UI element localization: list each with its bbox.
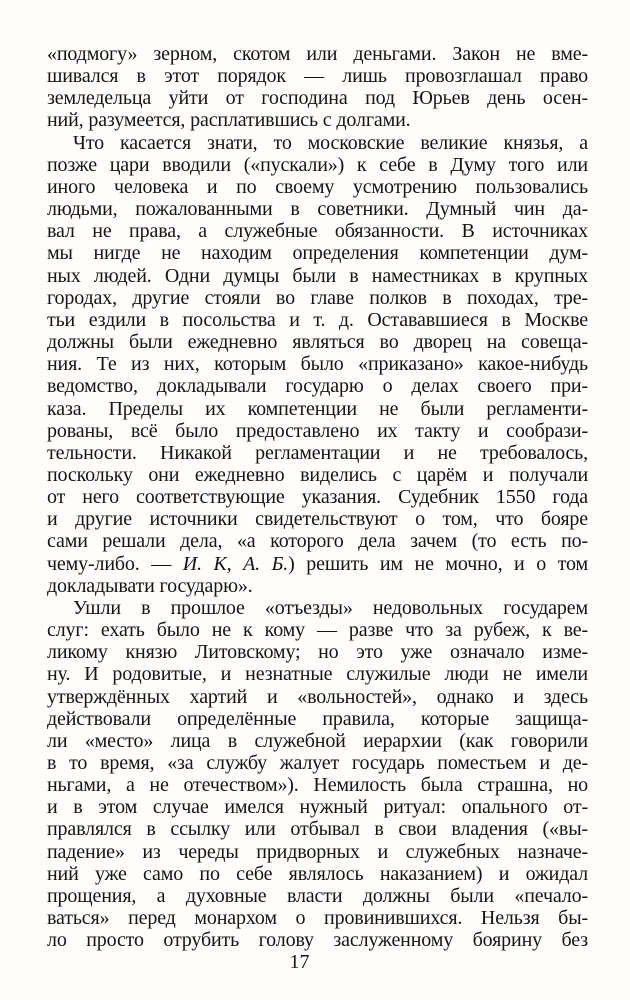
text-line: ло просто отрубить голову заслуженному боярину без xyxy=(47,929,588,952)
text-line: ну. И родовитые, и незнатные служилые люди не имели xyxy=(47,663,588,686)
text-line: мы нигде не находим определения компетенции дум- xyxy=(47,242,588,265)
text-line: ний уже само по себе являлось наказанием) и ожидал xyxy=(47,862,588,885)
text-line: шивался в этот порядок — лишь провозглашал право xyxy=(47,65,588,88)
page-number: 17 xyxy=(289,951,310,973)
text-line: сами решали дела, «а которого дела зачем (то есть по- xyxy=(47,530,588,553)
text-line: падение» из череды придворных и служебных назначе- xyxy=(47,840,588,863)
text-line: вал не права, а служебные обязанности. В источниках xyxy=(47,220,588,243)
text-line: позже цари вводили («пускали») к себе в Думу того или xyxy=(47,153,588,176)
text-line: рованы, всё было предоставлено их такту и сообрази- xyxy=(47,419,588,442)
text-line: каза. Пределы их компетенции не были регламенти- xyxy=(47,397,588,420)
text-line: от него соответствующие указания. Судебник 1550 года xyxy=(47,486,588,509)
text-line: «подмогу» зерном, скотом или деньгами. Закон не вме- xyxy=(47,43,588,65)
text-line: чему-либо. — И. К, А. Б.) решить им не мочно, и о том xyxy=(47,552,589,575)
text-line: земледельца уйти от господина под Юрьев день осен- xyxy=(47,87,588,110)
text-line: прощения, а духовные власти должны были «печало- xyxy=(47,884,588,907)
text-block xyxy=(47,43,588,951)
text-line: Что касается знати, то московские великие князья, а xyxy=(73,131,588,154)
paragraph xyxy=(47,43,588,132)
text-line: должны были ежедневно являться во дворец на совеща- xyxy=(47,331,588,354)
text-line: иного человека и по своему усмотрению пользовались xyxy=(47,175,588,198)
text-line: утверждённых хартий и «вольностей», однако и здесь xyxy=(47,685,588,708)
text-line: тьи ездили в посольства и т. д. Остававшиеся в Москве xyxy=(47,308,588,331)
text-line: правлялся в ссылку или отбывал в свои владения («вы- xyxy=(47,818,588,841)
text-line: поскольку они ежедневно виделись с царём и получали xyxy=(47,463,588,486)
text-line: ваться» перед монархом о провинившихся. Нельзя бы- xyxy=(47,907,588,930)
text-line: слуг: ехать было не к кому — разве что за рубеж, к ве- xyxy=(47,619,588,642)
text-line: людьми, пожалованными в советники. Думный чин да- xyxy=(47,198,588,221)
text-line: и в этом случае имелся нужный ритуал: опального от- xyxy=(47,796,588,819)
paragraph xyxy=(47,132,588,597)
text-line: ликому князю Литовскому; но это уже означало изме- xyxy=(47,641,588,664)
text-line: и другие источники свидетельствуют о том, что бояре xyxy=(47,508,588,531)
text-line: ных людей. Одни думцы были в наместниках в крупных xyxy=(47,264,588,287)
paragraph xyxy=(47,597,588,952)
text-line: Ушли в прошлое «отъезды» недовольных государем xyxy=(73,596,588,619)
text-line: ньгами, а не отечеством»). Немилость была страшна, но xyxy=(47,774,588,797)
text-line: докладывати государю». xyxy=(47,574,253,597)
text-line: городах, другие стояли во главе полков в походах, тре- xyxy=(47,286,588,309)
text-line: ний, разумеется, расплатившись с долгами. xyxy=(47,109,411,132)
text-line: ния. Те из них, которым было «приказано» какое-нибудь xyxy=(47,353,588,376)
italic-editorial-note: И. К, А. Б. xyxy=(182,552,289,575)
text-line: ведомство, докладывали государю о делах своего при- xyxy=(47,375,588,398)
text-line: тельности. Никакой регламентации и не требовалось, xyxy=(47,441,588,464)
text-line: действовали определённые правила, которые защища- xyxy=(47,707,588,730)
text-line: ли «место» лица в служебной иерархии (как говорили xyxy=(47,729,588,752)
text-line: в то время, «за службу жалует государь поместьем и де- xyxy=(47,752,588,774)
